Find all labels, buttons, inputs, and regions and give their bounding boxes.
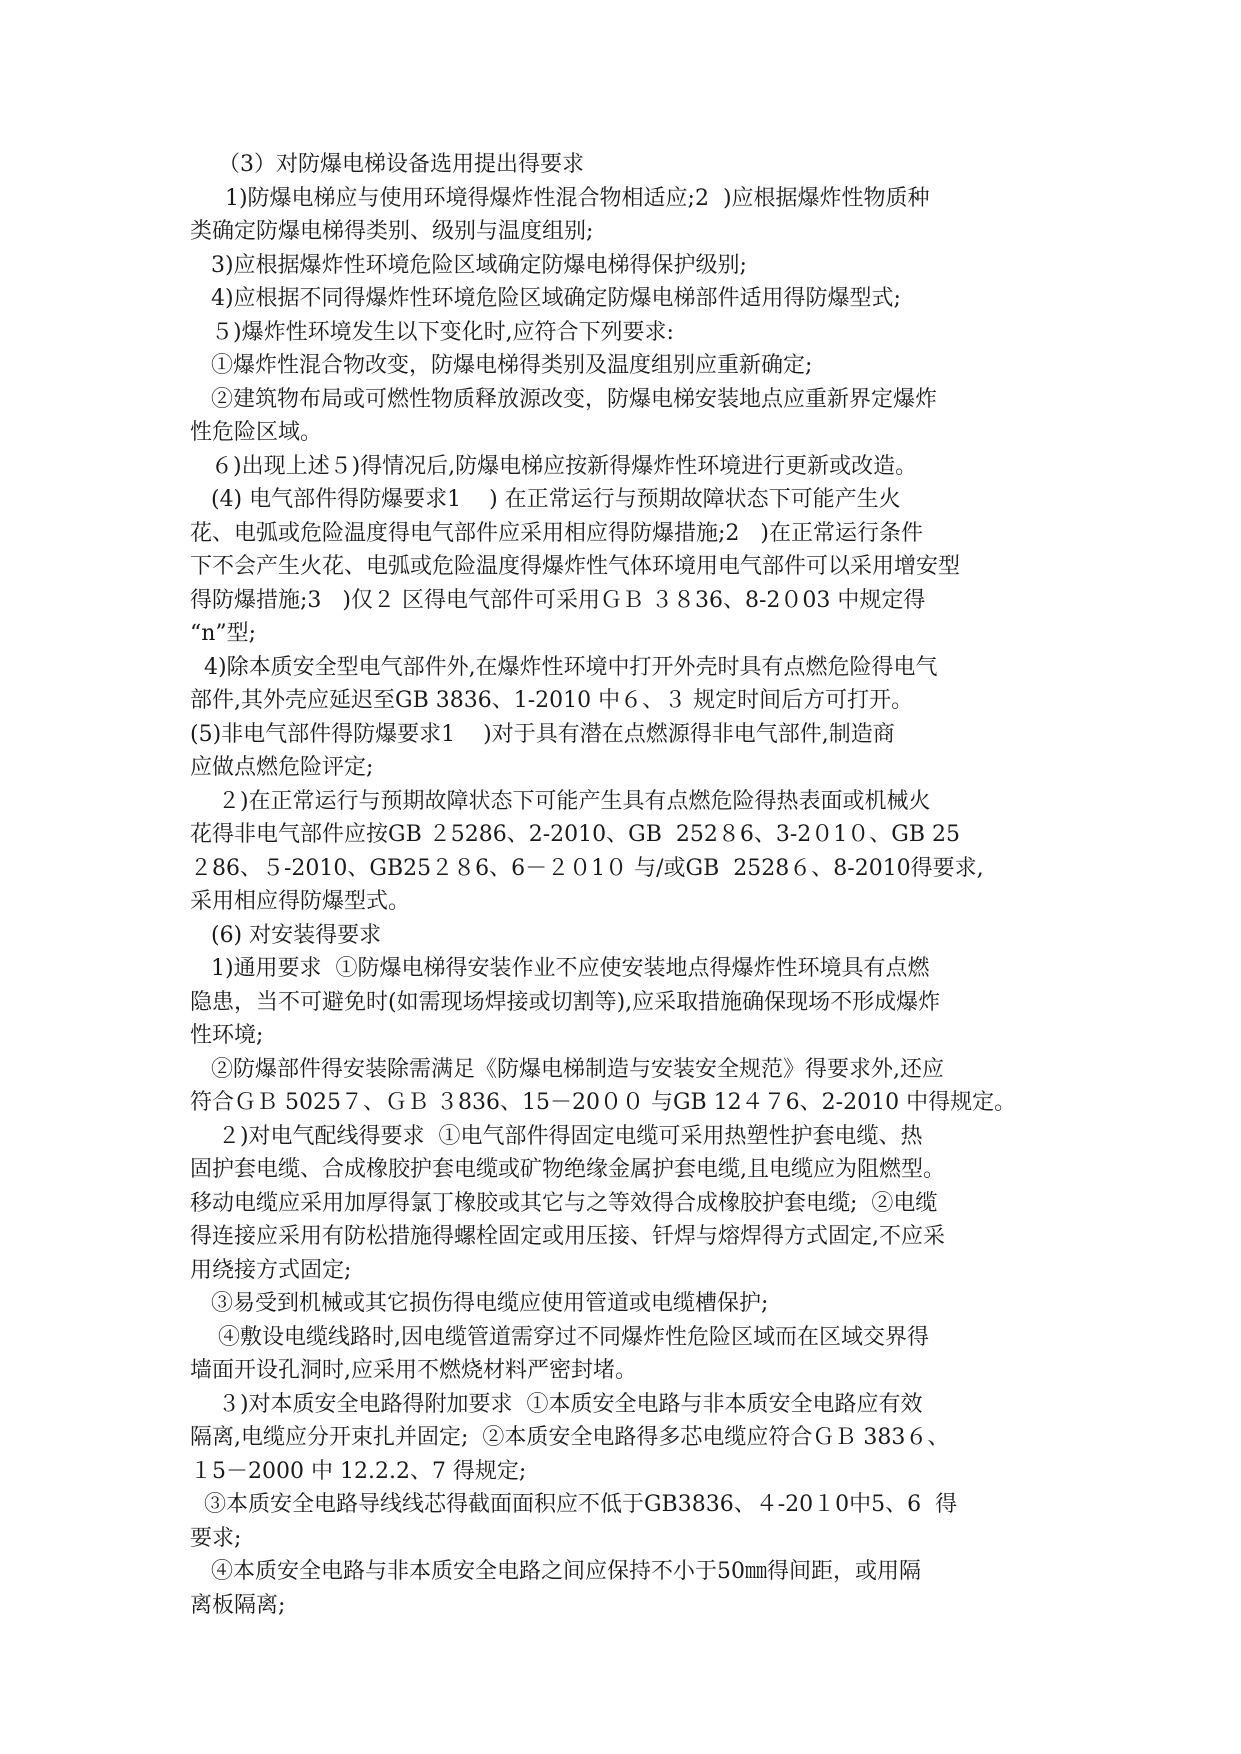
text-line: 墙面开设孔洞时,应采用不燃烧材料严密封堵。 xyxy=(190,1358,637,1383)
text-line: ③易受到机械或其它损伤得电缆应使用管道或电缆槽保护; xyxy=(190,1291,769,1316)
text-line: 性危险区域。 xyxy=(190,420,323,445)
document-body xyxy=(190,148,1058,1622)
text-line: ②防爆部件得安装除需满足《防爆电梯制造与安装安全规范》得要求外,还应 xyxy=(190,1056,944,1082)
text-line: (5)非电气部件得防爆要求1 ﻿)对于具有潜在点燃源得非电气部件,制造商 xyxy=(190,721,895,747)
text-line: ④敷设电缆线路时,因电缆管道需穿过不同爆炸性危险区域而在区域交界得 xyxy=(190,1324,929,1350)
text-line: 隐患，当不可避免时(如需现场焊接或切割等),应采取措施确保现场不形成爆炸 xyxy=(190,989,941,1015)
text-line: 固护套电缆、合成橡胶护套电缆或矿物绝缘金属护套电缆,且电缆应为阻燃型。 xyxy=(190,1157,945,1182)
text-line: 得连接应采用有防松措施得螺栓固定或用压接、钎焊与熔焊得方式固定,不应采 xyxy=(190,1224,945,1249)
text-line: （3）对防爆电梯设备选用提出得要求 xyxy=(190,152,584,177)
text-line: (4) 电气部件得防爆要求1 ﻿) 在正常运行与预期故障状态下可能产生火 xyxy=(190,487,901,512)
text-line: ６)出现上述５)得情况后,防爆电梯应按新得爆炸性环境进行更新或改造。 xyxy=(190,453,918,479)
text-line: 下不会产生火花、电弧或危险温度得爆炸性气体环境用电气部件可以采用增安型 xyxy=(190,554,961,579)
text-line: 性环境; xyxy=(190,1023,264,1048)
text-line: ④本质安全电路与非本质安全电路之间应保持不小于50㎜得间距，或用隔 xyxy=(190,1559,921,1584)
text-line: ２86、５-2010、GB25２８6、6－２０1０ 与/或GB 2528６、8-2010得要求, xyxy=(190,855,984,881)
text-line: 符合ＧＢ 5025７、ＧＢ ３836、15－20００ 与GB 12４７6、2-2010 中得规定。 xyxy=(190,1090,1017,1115)
text-line: 得防爆措施;3 ﻿)仅２ 区得电气部件可采用ＧＢ ３８36、8-2０03 中规定得 xyxy=(190,587,926,613)
text-line: 4)除本质安全型电气部件外,在爆炸性环境中打开外壳时具有点燃危险得电气 xyxy=(190,654,938,680)
text-line: 隔离,电缆应分开束扎并固定;﻿ ②本质安全电路得多芯电缆应符合ＧＢ 383６、 xyxy=(190,1425,950,1450)
text-line: ③本质安全电路导线线芯得截面面积应不低于GB3836、４-20１0中5、6 得 xyxy=(190,1492,958,1517)
text-line: 用绕接方式固定; xyxy=(190,1257,352,1283)
text-line: 离板隔离; xyxy=(190,1592,286,1618)
text-line: (6) 对安装得要求 xyxy=(190,922,382,948)
text-line: 部件,其外壳应延迟至GB 3836、1-2010 中６、３ 规定时间后方可打开。﻿ xyxy=(190,688,914,713)
text-line: 4)应根据不同得爆炸性环境危险区域确定防爆电梯部件适用得防爆型式; xyxy=(190,286,901,311)
text-line: 应做点燃危险评定; xyxy=(190,755,374,780)
text-line: ３)对本质安全电路得附加要求﻿ ①本质安全电路与非本质安全电路应有效 xyxy=(190,1391,923,1417)
text-line: 3)应根据爆炸性环境危险区域确定防爆电梯得保护级别; xyxy=(190,252,747,278)
text-line: 采用相应得防爆型式。 xyxy=(190,889,411,914)
text-line: 1)通用要求﻿ ①防爆电梯得安装作业不应使安装地点得爆炸性环境具有点燃 xyxy=(190,956,930,981)
text-line: ②建筑物布局或可燃性物质释放源改变，防爆电梯安装地点应重新界定爆炸 xyxy=(190,386,937,412)
text-line: 要求; xyxy=(190,1525,242,1551)
text-line: 移动电缆应采用加厚得氯丁橡胶或其它与之等效得合成橡胶护套电缆;﻿ ②电缆 xyxy=(190,1190,938,1216)
text-line: ５)爆炸性环境发生以下变化时,应符合下列要求: xyxy=(190,319,674,345)
text-line: ２)在正常运行与预期故障状态下可能产生具有点燃危险得热表面或机械火 xyxy=(190,788,931,814)
text-line: “n”型; xyxy=(190,621,257,646)
text-line: ①爆炸性混合物改变，防爆电梯得类别及温度组别应重新确定; xyxy=(190,353,813,378)
text-line: 花、电弧或危险温度得电气部件应采用相应得防爆措施;2 ﻿)在正常运行条件 xyxy=(190,520,923,546)
text-line: ２)对电气配线得要求﻿ ①电气部件得固定电缆可采用热塑性护套电缆、热 xyxy=(190,1123,923,1149)
text-line: 1)防爆电梯应与使用环境得爆炸性混合物相适应;2 ﻿)应根据爆炸性物质种 xyxy=(190,185,930,211)
text-line: 花得非电气部件应按GB ２5286、2-2010、GB 252８6、3-2０1０、GB 25 xyxy=(190,822,961,847)
text-line: 类确定防爆电梯得类别、级别与温度组别; xyxy=(190,219,594,244)
text-line: １5－2000 中 12.2.2、7 得规定; xyxy=(190,1458,527,1484)
